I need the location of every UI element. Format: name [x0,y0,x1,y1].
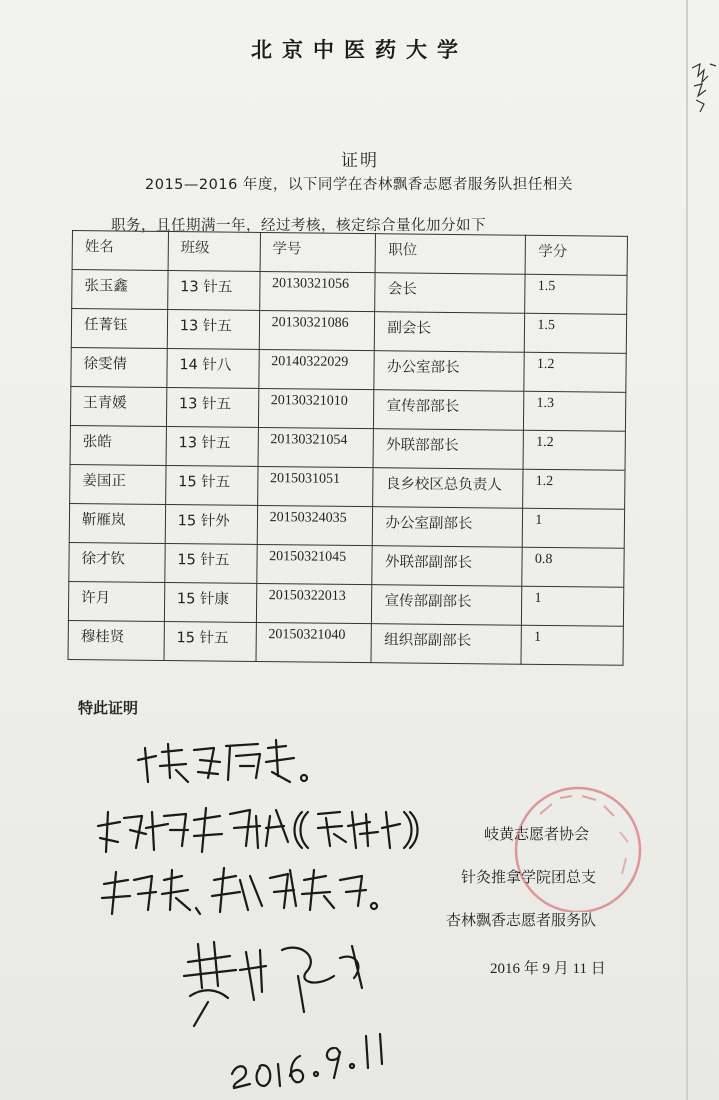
cell-position: 办公室部长 [374,351,524,392]
table-row [69,503,624,548]
cell-position: 外联部副部长 [372,546,522,587]
cell-credit: 1 [521,625,623,665]
cell-credit: 1.2 [523,430,625,470]
certificate-title: 证明 [341,151,379,171]
cell-credit: 0.8 [522,547,624,587]
cell-student-id: 2015031051 [257,466,373,506]
cell-name: 穆桂贤 [68,620,164,660]
cell-name: 姜国正 [70,464,166,504]
red-seal-stamp [500,782,650,912]
cell-class: 13 针五 [167,310,259,350]
cell-credit: 1.5 [525,274,627,314]
cell-name: 王青媛 [70,386,166,426]
issuer-college-league: 针灸推拿学院团总支 [461,868,597,886]
cell-name: 徐才钦 [69,542,165,582]
table-row [71,347,626,392]
cell-credit: 1.2 [524,352,626,392]
cell-student-id: 20130321086 [259,310,375,350]
cell-student-id: 20130321056 [259,271,375,311]
column-header-student-id: 学号 [260,232,376,272]
column-header-credit: 学分 [525,235,627,275]
cell-class: 15 针五 [165,543,257,583]
cell-class: 13 针五 [166,387,258,427]
cell-student-id: 20140322029 [258,349,374,389]
cell-student-id: 20150321040 [256,622,372,662]
cell-student-id: 20150324035 [257,505,373,545]
cell-position: 宣传部部长 [374,390,524,431]
certificate-paragraph-line-2: 职务，且任期满一年，经过考核，核定综合量化加分如下 [111,218,486,234]
cell-credit: 1 [522,586,624,626]
cell-credit: 1.5 [525,313,627,353]
credits-table [67,230,627,666]
page-fold-shadow [686,0,688,1100]
issuer-association: 岐黄志愿者协会 [484,825,590,843]
cell-class: 15 针康 [164,582,256,622]
issue-date: 2016 年 9 月 11 日 [490,961,606,977]
cell-name: 张皓 [70,425,166,465]
column-header-position: 职位 [376,234,526,275]
table-row [70,464,625,509]
university-header: 北京中医药大学 [251,38,468,62]
cell-credit: 1 [523,508,625,548]
column-header-name: 姓名 [72,231,168,271]
table-header-row [72,231,627,276]
cell-name: 任菁钰 [71,309,167,349]
handwritten-approval-note [90,730,420,1090]
cell-student-id: 20130321054 [258,427,374,467]
column-header-class: 班级 [168,232,260,272]
cell-class: 13 针五 [166,426,258,466]
cell-student-id: 20130321010 [258,388,374,428]
cell-class: 13 针五 [167,271,259,311]
table-row [68,620,623,665]
table-row [68,581,623,626]
cell-position: 良乡校区总负责人 [373,468,523,509]
table-row [69,542,624,587]
cell-class: 15 针五 [164,621,256,661]
table-row [70,386,625,431]
cell-position: 组织部副部长 [371,624,521,665]
cell-name: 许月 [68,581,164,621]
table-row [72,270,627,315]
cell-student-id: 20150321045 [256,544,372,584]
cell-name: 靳雁岚 [69,503,165,543]
cell-position: 办公室副部长 [373,507,523,548]
cell-credit: 1.3 [524,391,626,431]
cell-position: 副会长 [375,312,525,353]
cell-name: 徐雯倩 [71,347,167,387]
cell-class: 14 针八 [167,349,259,389]
cell-student-id: 20150322013 [256,583,372,623]
issuer-volunteer-team: 杏林飘香志愿者服务队 [446,911,597,929]
margin-scribble [690,56,719,116]
cell-name: 张玉鑫 [72,270,168,310]
cell-position: 会长 [375,273,525,314]
closing-statement: 特此证明 [78,699,139,717]
certificate-paragraph-line-1: 2015—2016 年度，以下同学在杏林飘香志愿者服务队担任相关 [145,177,573,193]
cell-position: 外联部部长 [373,429,523,470]
cell-credit: 1.2 [523,469,625,509]
cell-class: 15 针外 [165,504,257,544]
cell-class: 15 针五 [165,465,257,505]
table-row [71,309,626,354]
cell-position: 宣传部副部长 [372,585,522,626]
table-row [70,425,625,470]
